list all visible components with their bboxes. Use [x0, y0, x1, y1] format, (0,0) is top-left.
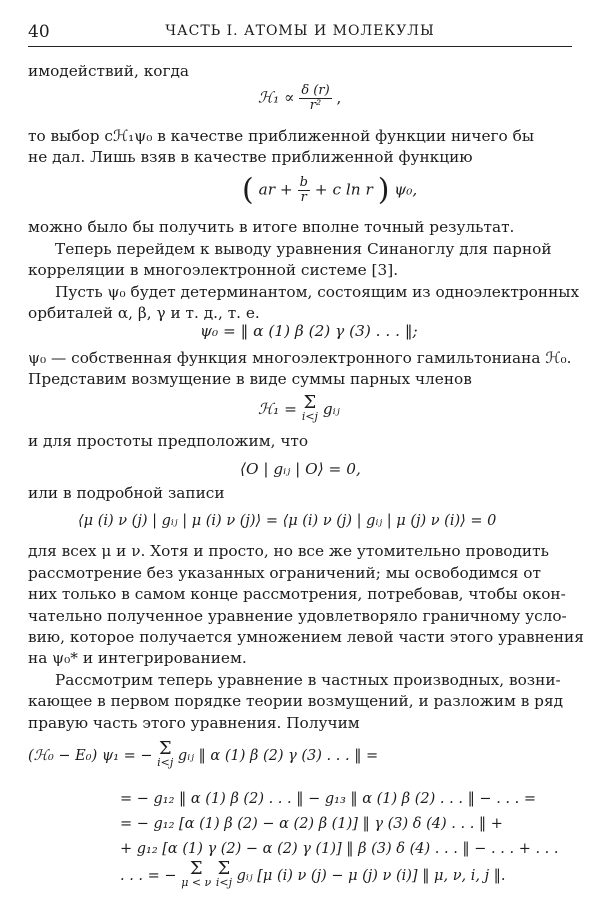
sum-subscript: μ < ν [181, 876, 212, 889]
text-line: кающее в первом порядке теории возмущений, и разложим в ряд [28, 692, 564, 710]
fraction [298, 176, 310, 205]
left-paren: ( [242, 172, 254, 208]
formula-perturbation-sum [258, 392, 340, 424]
formula-part: (ℋ₀ − E₀) ψ₁ = − [28, 748, 153, 764]
formula-part: + c ln r [314, 180, 373, 199]
text-line: имодействий, когда [28, 62, 190, 80]
text-line: Представим возмущение в виде суммы парных членов [28, 370, 472, 388]
sum-sign: Σ i<j [215, 858, 232, 889]
formula-matrix-element: ⟨O | gᵢⱼ | O⟩ = 0, [240, 460, 361, 478]
formula-part: ℋ₁ = [258, 400, 297, 418]
text-line: или в подробной записи [28, 484, 225, 502]
formula-expansion-line: = − g₁₂ [α (1) β (2) − α (2) β (1)] ‖ γ (3) δ (4) . . . ‖ + [120, 816, 503, 832]
text-line: Теперь перейдем к выводу уравнения Синаноглу для парной [55, 240, 552, 258]
fraction-numerator: δ (r) [301, 83, 330, 98]
formula-part: ψ₀, [394, 180, 418, 199]
text-line: для всех μ и ν. Хотя и просто, но все же утомительно проводить [28, 542, 549, 560]
text-line: вию, которое получается умножением левой части этого уравнения [28, 628, 584, 646]
text-line: чательно полученное уравнение удовлетворяло граничному усло- [28, 607, 567, 625]
text-line: можно было бы получить в итоге вполне точный результат. [28, 218, 515, 236]
formula-first-order-equation [28, 738, 379, 770]
text-line: Пусть ψ₀ будет детерминантом, состоящим из одноэлектронных [55, 283, 580, 301]
text-line: то выбор cℋ₁ψ₀ в качестве приближенной функции ничего бы [28, 127, 535, 145]
formula-part: . . . = − [120, 868, 177, 884]
formula-determinant: ψ₀ = ‖ α (1) β (2) γ (3) . . . ‖; [200, 322, 418, 340]
fraction-numerator: b [299, 175, 308, 190]
text-line: ψ₀ — собственная функция многоэлектронного гамильтониана ℋ₀. [28, 349, 572, 367]
sum-subscript: i<j [157, 756, 174, 769]
fraction [299, 84, 331, 113]
formula-trial-function [242, 172, 418, 208]
formula-h1-proportional [258, 84, 341, 113]
formula-final-line [120, 858, 506, 890]
sum-sign: Σ i<j [157, 738, 174, 769]
fraction-denominator: r² [309, 98, 322, 113]
formula-part: ar + [258, 180, 293, 199]
sum-subscript: i<j [301, 410, 318, 423]
fraction-denominator: r [300, 190, 307, 205]
formula-part: , [336, 88, 342, 107]
text-line: них только в самом конце рассмотрения, потребовав, чтобы окон- [28, 585, 566, 603]
text-line: орбиталей α, β, γ и т. д., т. е. [28, 304, 260, 322]
text-line: и для простоты предположим, что [28, 432, 309, 450]
formula-expansion-line: = − g₁₂ ‖ α (1) β (2) . . . ‖ − g₁₃ ‖ α (1) β (2) . . . ‖ − . . . = [120, 791, 536, 807]
sum-sign: Σ i<j [301, 392, 318, 423]
sum-subscript: i<j [215, 876, 232, 889]
sum-sign: Σ μ < ν [181, 858, 212, 889]
text-line: правую часть этого уравнения. Получим [28, 714, 360, 732]
formula-part: gᵢⱼ [322, 400, 340, 418]
formula-expansion-line: + g₁₂ [α (1) γ (2) − α (2) γ (1)] ‖ β (3) δ (4) . . . ‖ − . . . + . . . [120, 841, 559, 857]
running-title: ЧАСТЬ I. АТОМЫ И МОЛЕКУЛЫ [165, 23, 435, 39]
text-line: не дал. Лишь взяв в качестве приближенной функцию [28, 148, 473, 166]
page-number: 40 [28, 22, 50, 42]
formula-part: gᵢⱼ [μ (i) ν (j) − μ (j) ν (i)] ‖ μ, ν, i, j ‖. [236, 868, 506, 884]
formula-part: ℋ₁ ∝ [258, 88, 295, 107]
text-line: на ψ₀* и интегрированием. [28, 649, 247, 667]
formula-detailed: ⟨μ (i) ν (j) | gᵢⱼ | μ (i) ν (j)⟩ = ⟨μ (i) ν (j) | gᵢⱼ | μ (j) ν (i)⟩ = 0 [78, 513, 497, 529]
right-paren: ) [377, 172, 390, 208]
running-header [28, 22, 572, 47]
text-line: рассмотрение без указанных ограничений; мы освободимся от [28, 564, 541, 582]
text-line: корреляции в многоэлектронной системе [3]. [28, 261, 399, 279]
formula-part: gᵢⱼ ‖ α (1) β (2) γ (3) . . . ‖ = [177, 748, 379, 764]
text-line: Рассмотрим теперь уравнение в частных производных, возни- [55, 671, 561, 689]
